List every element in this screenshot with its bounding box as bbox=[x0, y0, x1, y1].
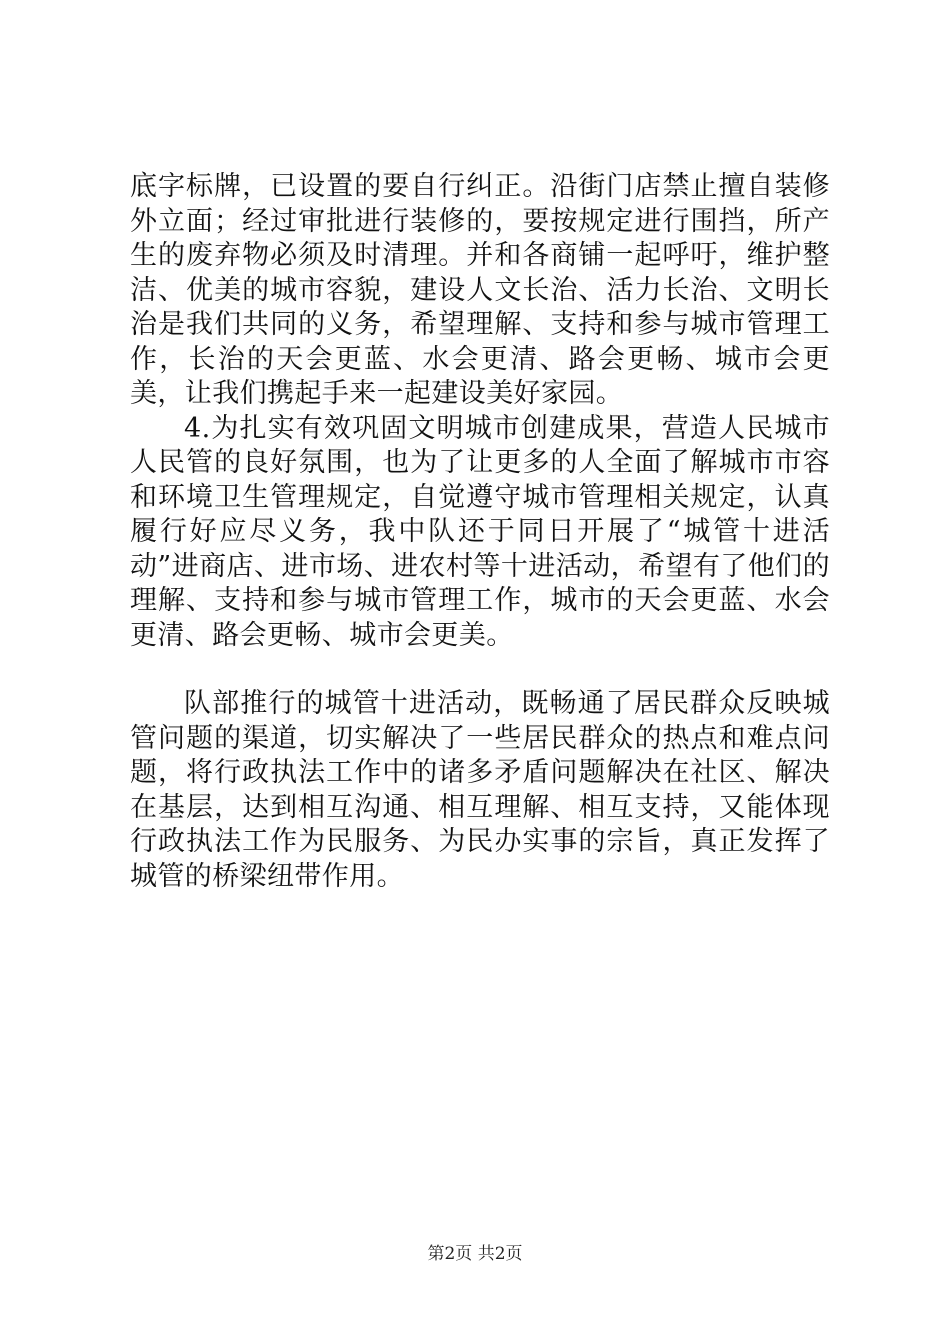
paragraph-storefront-signs: 底字标牌，已设置的要自行纠正。沿街门店禁止擅自装修外立面；经过审批进行装修的，要按规定进行围挡，所产生的废弃物必须及时清理。并和各商铺一起呼吁，维护整洁、优美的城市容貌，建设人文长治、活力长治、文明长治是我们共同的义务，希望理解、支持和参与城市管理工作，长治的天会更蓝、水会更清、路会更畅、城市会更美，让我们携起手来一起建设美好家园。 bbox=[130, 171, 830, 409]
document-body bbox=[130, 170, 830, 894]
page-number-footer: 第2页 共2页 bbox=[427, 1244, 523, 1264]
paragraph-summary: 队部推行的城管十进活动，既畅通了居民群众反映城管问题的渠道，切实解决了一些居民群众的热点和难点问题，将行政执法工作中的诸多矛盾问题解决在社区、解决在基层，达到相互沟通、相互理解、相互支持，又能体现行政执法工作为民服务、为民办实事的宗旨，真正发挥了城管的桥梁纽带作用。 bbox=[130, 688, 830, 892]
paragraph-ten-activities: 4.为扎实有效巩固文明城市创建成果，营造人民城市人民管的良好氛围，也为了让更多的人全面了解城市市容和环境卫生管理规定，自觉遵守城市管理相关规定，认真履行好应尽义务，我中队还于同日开展了“城管十进活动”进商店、进市场、进农村等十进活动，希望有了他们的理解、支持和参与城市管理工作，城市的天会更蓝、水会更清、路会更畅、城市会更美。 bbox=[130, 412, 830, 651]
